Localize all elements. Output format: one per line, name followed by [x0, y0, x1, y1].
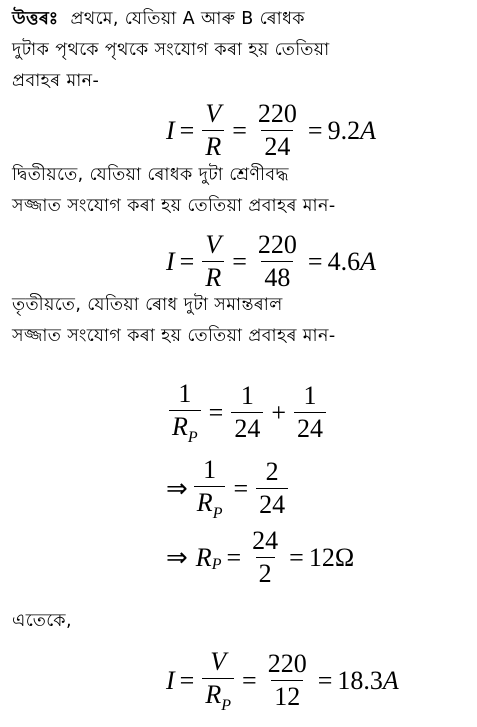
equation-parallel-sum: ⇒ $\frac{1}{R_P}$ = $\frac{2}{24}$ [166, 456, 291, 521]
intro-line-2: দুটাক পৃথকে পৃথকে সংযোগ কৰা হয় তেতিয়া [12, 40, 330, 60]
parallel-line-1: তৃতীয়তে, যেতিয়া ৰোধ দুটা সমান্তৰাল [12, 295, 283, 315]
parallel-line-2: সজ্জাত সংযোগ কৰা হয় তেতিয়া প্ৰবাহৰ মান- [12, 326, 336, 346]
fraction-v-over-rp: $\frac{V}{R_P}$ [202, 648, 234, 713]
fraction-24-over-2: $\frac{24}{2}$ [252, 526, 279, 588]
fraction-one-over-rp: $\frac{1}{R_P}$ [194, 456, 226, 521]
fraction-v-over-r: $\frac{V}{R}$ [202, 100, 224, 161]
fraction-values: $\frac{220}{48}$ [257, 230, 297, 292]
paragraph-series [12, 160, 467, 222]
therefore-line: এতেকে, [12, 611, 72, 631]
series-line-2: সজ্জাত সংযোগ কৰা হয় তেতিয়া প্ৰবাহৰ মান- [12, 196, 336, 216]
fraction-values: $\frac{220}{24}$ [257, 99, 297, 161]
fraction-one-over-24-a: $\frac{1}{24}$ [231, 382, 263, 443]
paragraph-therefore [12, 606, 467, 637]
fraction-one-over-rp: $\frac{1}{R_P}$ [169, 380, 201, 445]
equation-current-single: I = $\frac{V}{R}$ = $\frac{220}{24}$ = 9.2 A [166, 99, 376, 161]
equation-parallel-result: ⇒ R P = $\frac{24}{2}$ = 12 Ω [166, 526, 355, 588]
answer-label: উত্তৰঃ [12, 9, 59, 29]
fraction-one-over-24-b: $\frac{1}{24}$ [294, 382, 326, 443]
paragraph-intro [12, 4, 467, 97]
fraction-two-over-24: $\frac{2}{24}$ [256, 458, 288, 519]
fraction-v-over-r: $\frac{V}{R}$ [202, 231, 224, 292]
intro-line-3: প্ৰবাহৰ মান- [12, 71, 100, 91]
paragraph-parallel [12, 290, 467, 352]
fraction-values: $\frac{220}{12}$ [267, 649, 307, 711]
equation-parallel-resistance: $\frac{1}{R_P}$ = $\frac{1}{24}$ + $\frac{1}{24}$ [166, 380, 329, 445]
equation-current-parallel: I = $\frac{V}{R_P}$ = $\frac{220}{12}$ = 18.3 A [166, 647, 399, 714]
equation-current-series: I = $\frac{V}{R}$ = $\frac{220}{48}$ = 4.6 A [166, 230, 376, 292]
intro-line-1: প্ৰথমে, যেতিয়া A আৰু B ৰোধক [58, 9, 305, 29]
series-line-1: দ্বিতীয়তে, যেতিয়া ৰোধক দুটা শ্ৰেণীবদ্ধ [12, 165, 289, 185]
